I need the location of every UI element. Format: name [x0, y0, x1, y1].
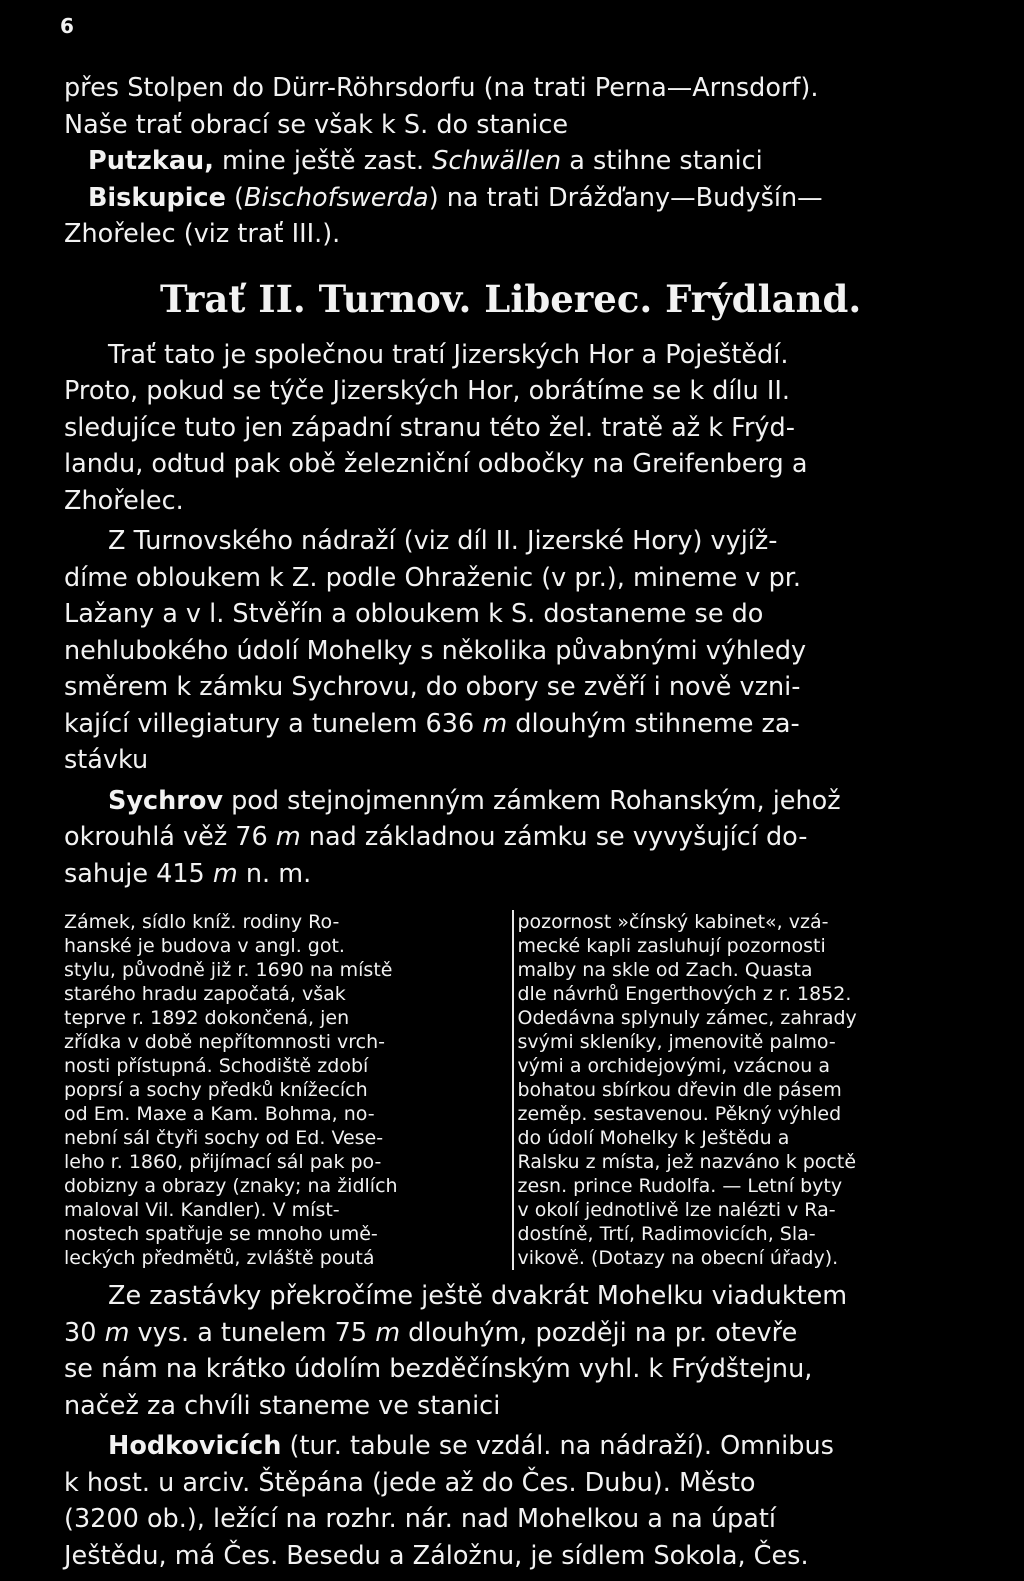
page-number: 6 [60, 14, 74, 38]
section-title: Trať II. Turnov. Liberec. Frýdland. [160, 276, 862, 321]
text-line: (3200 ob.), ležící na rozhr. nár. nad Mohelkou a na úpatí [64, 1504, 776, 1534]
column-line: mecké kapli zasluhují pozornosti [517, 935, 826, 957]
text-line [64, 1428, 960, 1465]
column-line: zřídka v době nepřítomnosti vrch- [64, 1031, 386, 1053]
hodkovice-paragraph [64, 1428, 960, 1574]
column-line: stylu, původně již r. 1690 na místě [64, 959, 393, 981]
column-line: od Em. Maxe a Kam. Bohma, no- [64, 1103, 375, 1125]
station-italic: Schwällen [432, 146, 562, 176]
text-line: Zhořelec (viz trať III.). [64, 219, 341, 249]
column-line: nební sál čtyři sochy od Ed. Vese- [64, 1127, 384, 1149]
column-line: Odedávna splynuly zámec, zahrady [517, 1007, 857, 1029]
text-line: směrem k zámku Sychrovu, do obory se zvěří i nově vzni- [64, 672, 801, 702]
text-line [64, 706, 960, 743]
left-column [64, 910, 512, 1270]
text-line: nehlubokého údolí Mohelky s několika půvabnými výhledy [64, 635, 807, 666]
column-line: vikově. (Dotazy na obecní úřady). [517, 1247, 839, 1269]
zastavka-paragraph [64, 1278, 960, 1424]
column-line: svými skleníky, jmenovitě palmo- [517, 1031, 836, 1053]
text-line [64, 856, 960, 893]
turnov-paragraph [64, 523, 960, 779]
two-column-note [64, 910, 960, 1270]
column-line: zesn. prince Rudolfa. — Letní byty [517, 1175, 843, 1197]
text-span: 30 [64, 1317, 105, 1348]
column-line: pozornost »čínský kabinet«, vzá- [517, 911, 829, 933]
text-span: pod stejnojmenným zámkem Rohanským, jehož [222, 785, 841, 816]
text-line: Naše trať obrací se však k S. do stanice [64, 109, 569, 140]
trat-paragraph [64, 337, 960, 520]
unit-m: m [212, 858, 238, 889]
column-line: do údolí Mohelky k Ještědu a [517, 1127, 790, 1149]
text-span: vys. a tunelem 75 [129, 1317, 376, 1348]
text-span: kající villegiatury a tunelem 636 [64, 708, 483, 739]
text-span: dlouhým stihneme za- [507, 708, 800, 739]
column-line: starého hradu započatá, však [64, 983, 346, 1005]
text-line: Z Turnovského nádraží (viz díl II. Jizerské Hory) vyjíž- [108, 526, 778, 556]
column-line: bohatou sbírkou dřevin dle pásem [517, 1079, 842, 1101]
unit-m: m [275, 822, 301, 852]
text-line: landu, odtud pak obě železniční odbočky na Greifenberg a [64, 449, 808, 479]
text-line: se nám na krátko údolím bezděčínským vyhl. k Frýdštejnu, [64, 1354, 813, 1384]
text-line: načež za chvíli staneme ve stanici [64, 1390, 501, 1421]
text-line: Ještědu, má Čes. Besedu a Záložnu, je sídlem Sokola, Čes. [64, 1540, 809, 1571]
station-name: Hodkovicích [108, 1431, 282, 1461]
column-line: Zámek, sídlo kníž. rodiny Ro- [64, 911, 340, 933]
text-span: (tur. tabule se vzdál. na nádraží). Omnibus [281, 1431, 834, 1461]
text-line [64, 143, 960, 180]
column-line: v okolí jednotlivě lze nalézti v Ra- [517, 1199, 836, 1221]
column-line: dobizny a obrazy (znaky; na židlích [64, 1175, 398, 1197]
text-line [64, 819, 960, 856]
text-span: nad základnou zámku se vyvyšující do- [300, 822, 808, 852]
text-line: k host. u arciv. Štěpána (jede až do Čes. Dubu). Město [64, 1467, 756, 1498]
unit-m: m [482, 708, 508, 739]
column-line: hanské je budova v angl. got. [64, 935, 345, 957]
text-line: Ze zastávky překročíme ještě dvakrát Mohelku viaduktem [108, 1281, 848, 1311]
text-span: okrouhlá věž 76 [64, 822, 276, 852]
column-line: teprve r. 1892 dokončená, jen [64, 1007, 350, 1029]
text-line: Proto, pokud se týče Jizerských Hor, obrátíme se k dílu II. [64, 376, 790, 406]
text-line: sledujíce tuto jen západní stranu této žel. tratě až k Frýd- [64, 412, 795, 443]
column-line: nostech spatřuje se mnoho umě- [64, 1223, 378, 1245]
text-line: díme obloukem k Z. podle Ohraženic (v pr.), mineme v pr. [64, 562, 802, 593]
text-line [64, 180, 960, 217]
right-column [512, 910, 961, 1270]
column-line: leho r. 1860, přijímací sál pak po- [64, 1151, 382, 1173]
column-line: dle návrhů Engerthových z r. 1852. [517, 983, 852, 1005]
column-line: dostíně, Trtí, Radimovicích, Sla- [517, 1223, 816, 1245]
column-line: zeměp. sestavenou. Pěkný výhled [517, 1103, 842, 1125]
station-italic: Bischofswerda [243, 182, 429, 213]
text-span: a stihne stanici [561, 146, 763, 176]
text-line: stávku [64, 745, 149, 775]
station-name: Sychrov [108, 785, 223, 816]
column-line: malby na skle od Zach. Quasta [517, 959, 813, 981]
text-line: Lažany a v l. Stvěřín a obloukem k S. dostaneme se do [64, 599, 764, 629]
intro-paragraph [64, 70, 960, 253]
column-line: poprsí a sochy předků knížecích [64, 1079, 368, 1101]
text-line: Zhořelec. [64, 485, 184, 516]
text-line: Trať tato je společnou tratí Jizerských Hor a Poještědí. [108, 339, 789, 370]
text-span: mine ještě zast. [213, 146, 433, 176]
column-line: leckých předmětů, zvláště poutá [64, 1247, 375, 1269]
text-span: n. m. [237, 858, 312, 889]
text-line: přes Stolpen do Dürr-Röhrsdorfu (na trati Perna—Arnsdorf). [64, 73, 819, 103]
text-line [64, 783, 960, 820]
text-span: ) na trati Drážďany—Budyšín— [428, 182, 823, 213]
text-span: ( [225, 182, 244, 213]
column-line: nosti přístupná. Schodiště zdobí [64, 1055, 369, 1077]
column-line: Ralsku z místa, jež nazváno k poctě [517, 1151, 857, 1173]
column-line: vými a orchidejovými, vzácnou a [517, 1055, 830, 1077]
sychrov-paragraph [64, 783, 960, 893]
station-name: Putzkau, [88, 146, 214, 176]
unit-m: m [104, 1317, 130, 1348]
station-name: Biskupice [88, 182, 226, 213]
column-line: maloval Vil. Kandler). V míst- [64, 1199, 340, 1221]
text-span: sahuje 415 [64, 858, 213, 889]
unit-m: m [375, 1317, 401, 1348]
text-span: dlouhým, později na pr. otevře [400, 1317, 798, 1348]
text-line [64, 1315, 960, 1352]
